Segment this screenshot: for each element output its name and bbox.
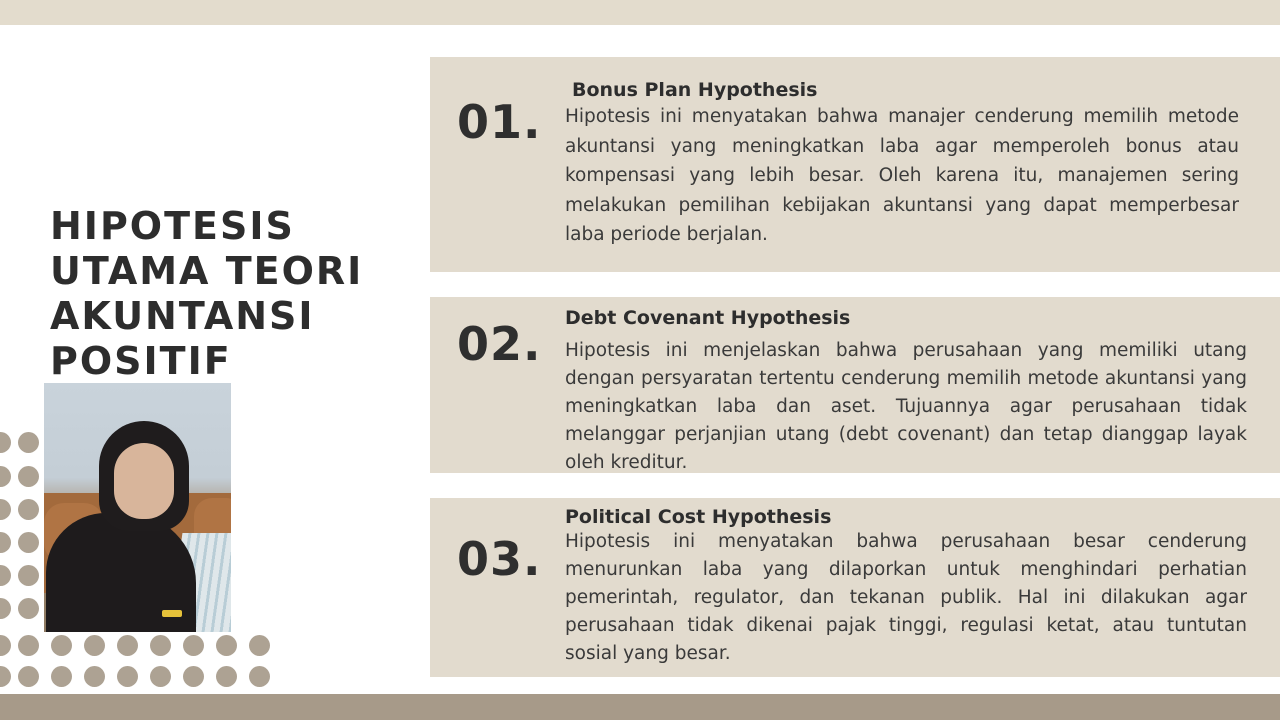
- decorative-dot: [117, 635, 138, 656]
- decorative-dot: [0, 499, 11, 520]
- decorative-dot: [249, 666, 270, 687]
- decorative-dot: [51, 666, 72, 687]
- presenter-webcam-feed: [44, 383, 231, 632]
- decorative-dot: [216, 635, 237, 656]
- decorative-dot: [18, 432, 39, 453]
- decorative-dot: [0, 532, 11, 553]
- card-number: 01.: [457, 95, 542, 149]
- card-heading: Bonus Plan Hypothesis: [572, 79, 818, 101]
- decorative-dot: [150, 666, 171, 687]
- decorative-dot: [84, 666, 105, 687]
- hypothesis-card-2: [430, 297, 1280, 473]
- slide-title-line-1: HIPOTESIS: [50, 204, 295, 248]
- decorative-dot: [117, 666, 138, 687]
- webcam-presenter-face: [114, 443, 174, 519]
- decorative-dot: [18, 499, 39, 520]
- hypothesis-card-1: [430, 57, 1280, 272]
- decorative-dot: [18, 666, 39, 687]
- decorative-dot: [0, 466, 11, 487]
- card-body-text: Hipotesis ini menjelaskan bahwa perusahaan yang memiliki utang dengan persyaratan tertentu cenderung memilih metode akuntansi yang meningkatkan laba dan aset. Tujuannya agar perusahaan tidak melanggar perjanjian utang (debt covenant) dan tetap dianggap layak oleh kreditur.: [565, 340, 1247, 473]
- decorative-dot: [0, 666, 11, 687]
- slide-title-line-3: AKUNTANSI: [50, 294, 315, 338]
- decorative-dot: [18, 565, 39, 586]
- card-heading: Political Cost Hypothesis: [565, 506, 832, 528]
- decorative-dot: [0, 598, 11, 619]
- slide-title-line-4: POSITIF: [50, 339, 232, 383]
- slide-title: [50, 204, 410, 384]
- decorative-dot: [216, 666, 237, 687]
- decorative-dot: [18, 598, 39, 619]
- decorative-dot: [0, 432, 11, 453]
- decorative-dot: [18, 635, 39, 656]
- webcam-name-badge: [162, 610, 182, 617]
- card-number: 02.: [457, 317, 542, 371]
- decorative-dot: [150, 635, 171, 656]
- decorative-dot: [51, 635, 72, 656]
- slide-title-line-2: UTAMA TEORI: [50, 249, 364, 293]
- decorative-dot: [183, 666, 204, 687]
- card-heading: Debt Covenant Hypothesis: [565, 307, 851, 329]
- bottom-decorative-band: [0, 694, 1280, 720]
- decorative-dot: [0, 565, 11, 586]
- decorative-dot: [18, 466, 39, 487]
- decorative-dot: [249, 635, 270, 656]
- hypothesis-card-3: [430, 498, 1280, 677]
- decorative-dot: [0, 635, 11, 656]
- card-body-text: Hipotesis ini menyatakan bahwa manajer cenderung memilih metode akuntansi yang meningkatkan laba agar memperoleh bonus atau kompensasi yang lebih besar. Oleh karena itu, manajemen sering melakukan pemilihan kebijakan akuntansi yang dapat memperbesar laba periode berjalan.: [565, 106, 1239, 246]
- decorative-dot: [183, 635, 204, 656]
- decorative-dot: [84, 635, 105, 656]
- card-body-text: Hipotesis ini menyatakan bahwa perusahaan besar cenderung menurunkan laba yang dilaporkan untuk menghindari perhatian pemerintah, regulator, dan tekanan publik. Hal ini dilakukan agar perusahaan tidak dikenai pajak tinggi, regulasi ketat, atau tuntutan sosial yang besar.: [565, 531, 1247, 665]
- decorative-dot: [18, 532, 39, 553]
- card-number: 03.: [457, 532, 542, 586]
